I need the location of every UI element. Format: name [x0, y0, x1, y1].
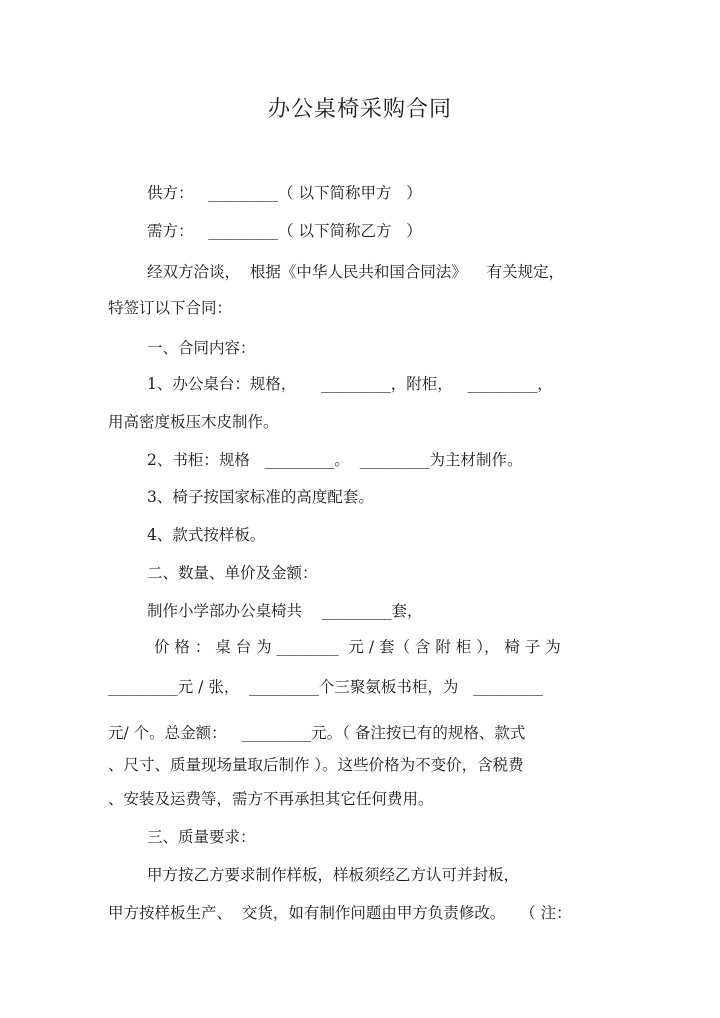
document-title: 办公桌椅采购合同 [267, 97, 452, 122]
section-1-heading: 一、合同内容： [147, 339, 256, 357]
price-line-5: 、安装及运费等，需方不再承担其它任何费用。 [108, 790, 434, 808]
intro-line-2: 特签订以下合同： [108, 299, 233, 317]
quality-line-1: 甲方按乙方要求制作样板，样板须经乙方认可并封板， [147, 866, 520, 884]
item-4-style: 4、款式按样板。 [147, 526, 266, 544]
price-line-2: _________元 / 张， _________个三聚氨板书柜，为 _________ [108, 678, 543, 696]
quality-line-2: 甲方按样板生产、 交货，如有制作问题由甲方负责修改。 （ 注： [108, 904, 572, 922]
intro-line-1: 经双方洽谈， 根据《中华人民共和国合同法》 有关规定， [147, 263, 565, 281]
price-line-3: 元/ 个。总金额： _________元。（ 备注按已有的规格、款式 [108, 724, 526, 742]
supplier-line: 供方： _________（ 以下简称甲方 ） [147, 184, 422, 202]
quantity-line: 制作小学部办公桌椅共 _________套， [147, 602, 423, 620]
section-3-heading: 三、质量要求： [147, 828, 256, 846]
price-line-1: 价 格 ： 桌 台 为 ________ 元 / 套（ 含 附 柜 ）， 椅 子 为 [154, 638, 561, 656]
section-2-heading: 二、数量、单价及金额： [147, 564, 318, 582]
item-1-desk-line-1: 1、办公桌台：规格， _________，附柜， _________， [147, 375, 553, 393]
price-line-4: 、尺寸、质量现场量取后制作 ）。这些价格为不变价，含税费 [108, 756, 524, 774]
item-3-chair: 3、椅子按国家标准的高度配套。 [147, 488, 374, 506]
buyer-line: 需方： _________（ 以下简称乙方 ） [147, 222, 422, 240]
item-1-desk-line-2: 用高密度板压木皮制作。 [108, 413, 279, 431]
item-2-bookcase: 2、书柜：规格 _________。 _________为主材制作。 [147, 451, 523, 469]
